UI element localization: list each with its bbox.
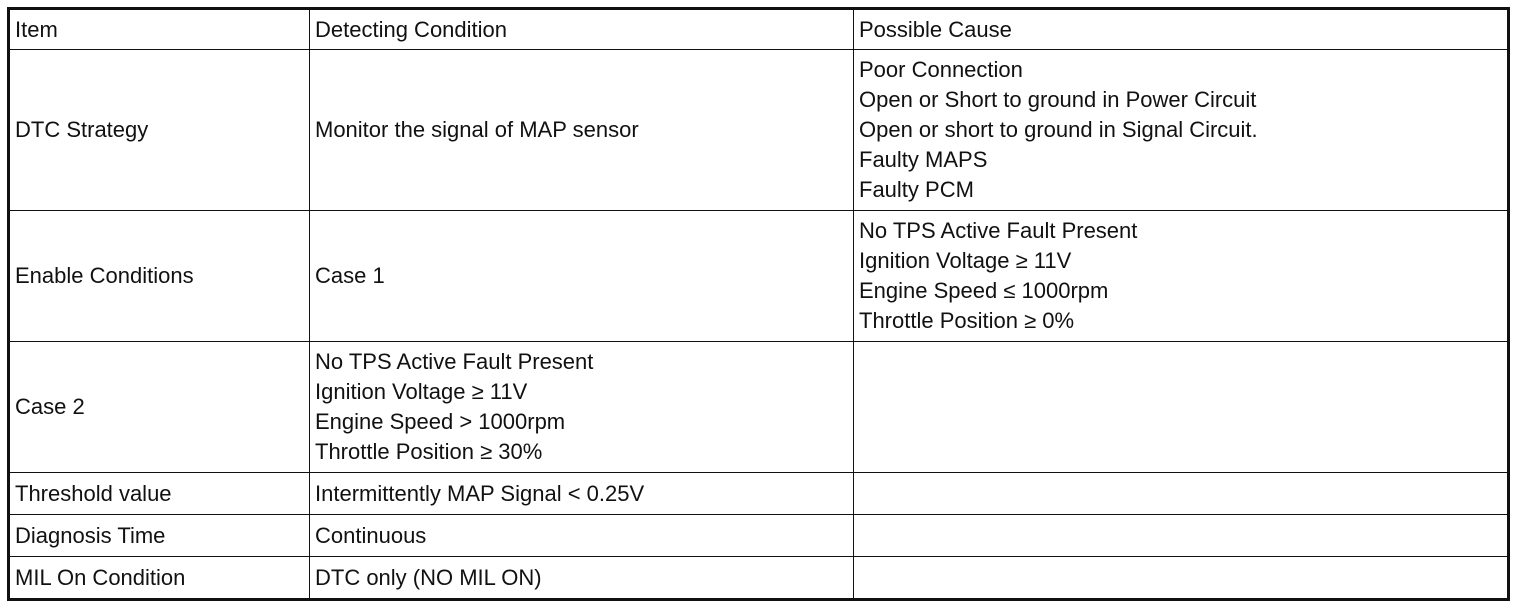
cell-detecting-diagnosis-time: Continuous [310,515,854,557]
cause-line: Open or Short to ground in Power Circuit [859,87,1257,112]
cause-line: Faulty MAPS [859,147,988,172]
table-row-mil-on-condition [9,557,1509,600]
condition-line: Engine Speed ≤ 1000rpm [859,278,1109,303]
table-row-diagnosis-time [9,515,1509,557]
cell-item-enable-conditions: Enable Conditions [9,211,310,342]
header-detecting-condition: Detecting Condition [310,9,854,50]
cell-item-diagnosis-time: Diagnosis Time [9,515,310,557]
condition-line: No TPS Active Fault Present [859,218,1138,243]
table-row-threshold-value [9,473,1509,515]
cell-item-threshold-value: Threshold value [9,473,310,515]
table-header-row [9,9,1509,50]
cell-detecting-dtc-strategy: Monitor the signal of MAP sensor [310,50,854,211]
condition-line: No TPS Active Fault Present [315,349,594,374]
condition-line: Ignition Voltage ≥ 11V [859,248,1072,273]
cell-cause-diagnosis-time [854,515,1509,557]
cause-line: Poor Connection [859,57,1023,82]
cause-line: Open or short to ground in Signal Circuit. [859,117,1258,142]
cell-cause-mil-on-condition [854,557,1509,600]
cause-line: Faulty PCM [859,177,974,202]
condition-line: Ignition Voltage ≥ 11V [315,379,528,404]
cell-cause-threshold-value [854,473,1509,515]
cell-cause-dtc-strategy [854,50,1509,211]
header-possible-cause: Possible Cause [854,9,1509,50]
cell-item-mil-on-condition: MIL On Condition [9,557,310,600]
cell-cause-case-2 [854,342,1509,473]
cell-detecting-enable-conditions: Case 1 [310,211,854,342]
cell-item-case-2: Case 2 [9,342,310,473]
condition-line: Engine Speed > 1000rpm [315,409,566,434]
table-row-case-2 [9,342,1509,473]
cell-cause-enable-conditions [854,211,1509,342]
dtc-table [7,7,1510,601]
table-row-enable-conditions [9,211,1509,342]
condition-line: Throttle Position ≥ 30% [315,439,543,464]
table-row-dtc-strategy [9,50,1509,211]
condition-line: Throttle Position ≥ 0% [859,308,1075,333]
cell-detecting-mil-on-condition: DTC only (NO MIL ON) [310,557,854,600]
cell-detecting-case-2 [310,342,854,473]
cell-detecting-threshold-value: Intermittently MAP Signal < 0.25V [310,473,854,515]
header-item: Item [9,9,310,50]
cell-item-dtc-strategy: DTC Strategy [9,50,310,211]
